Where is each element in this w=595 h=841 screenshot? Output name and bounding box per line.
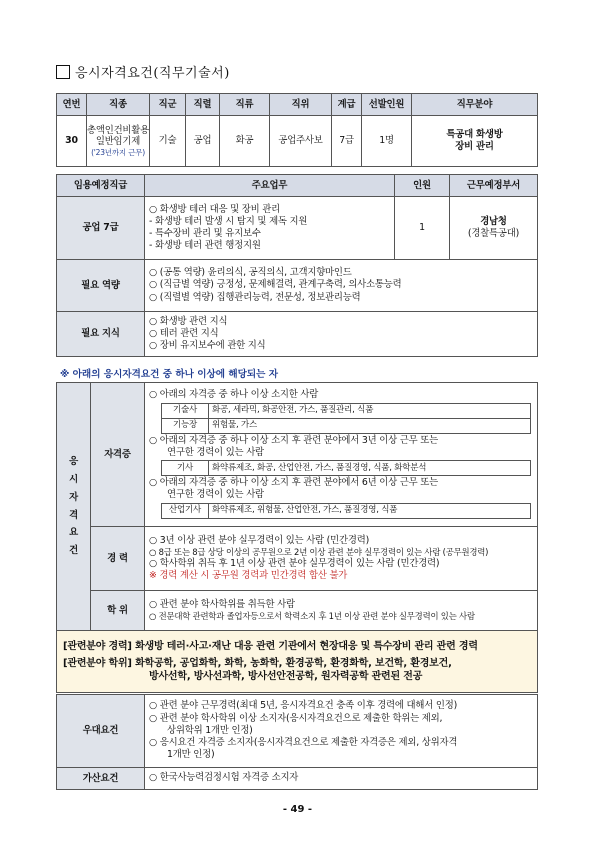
competency-label: 필요 역량 [57, 260, 145, 312]
duties-cell: ○ 화생방 테러 대응 및 장비 관리 - 화생방 테러 발생 시 탐지 및 제독 지원 - 특수장비 관리 및 유지보수 - 화생방 테러 관련 행정지원 [145, 197, 395, 260]
row-series: 공업 [186, 116, 220, 167]
row-position: 공업주사보 [270, 116, 332, 167]
preferred-label: 우대요건 [57, 695, 145, 768]
degree-cell: ○ 관련 분야 학사학위를 취득한 사람 ○ 전문대학 관련학과 졸업자등으로서 학력소지 후 1년 이상 관련 분야 실무경력이 있는 사람 [145, 591, 538, 631]
grade-cell: 공업 7급 [57, 197, 145, 260]
knowledge-label: 필요 지식 [57, 312, 145, 357]
qual-side-label: 응 시 자 격 요 건 [57, 383, 91, 631]
cert-label: 자격증 [91, 383, 145, 527]
count-cell: 1 [395, 197, 450, 260]
checkbox-icon [56, 65, 70, 79]
col-header: 직류 [220, 94, 270, 116]
col-header: 직렬 [186, 94, 220, 116]
col-header: 주요업무 [145, 175, 395, 197]
cert3-table: 산업기사 화약류제조, 위험물, 산업안전, 가스, 품질경영, 식품 [161, 503, 531, 519]
qualification-table [56, 382, 538, 693]
cert2-table: 기사 화약류제조, 화공, 산업안전, 가스, 품질경영, 식품, 화학분석 [161, 460, 531, 476]
row-count: 1명 [362, 116, 412, 167]
position-table [56, 93, 538, 167]
bonus-cell: ○ 한국사능력검정시험 자격증 소지자 [145, 768, 538, 790]
col-header: 연번 [57, 94, 87, 116]
qualification-note: ※ 아래의 응시자격요건 중 하나 이상에 해당되는 자 [60, 369, 279, 380]
bonus-label: 가산요건 [57, 768, 145, 790]
preferred-table [56, 694, 538, 790]
col-header: 근무예정부서 [450, 175, 538, 197]
page-title: 응시자격요건(직무기술서) [56, 62, 230, 81]
row-group: 기술 [150, 116, 186, 167]
row-type: 총액인건비활용 일반임기제 ('23년까지 근무) [87, 116, 150, 167]
col-header: 계급 [332, 94, 362, 116]
career-label: 경 력 [91, 527, 145, 591]
row-field: 특공대 화생방 장비 관리 [412, 116, 538, 167]
col-header: 직종 [87, 94, 150, 116]
col-header: 직무분야 [412, 94, 538, 116]
duty-table [56, 174, 538, 357]
dept-cell: 경남청 (경찰특공대) [450, 197, 538, 260]
col-header: 선발인원 [362, 94, 412, 116]
col-header: 인원 [395, 175, 450, 197]
col-header: 직위 [270, 94, 332, 116]
knowledge-cell: ○ 화생방 관련 지식 ○ 테러 관련 지식 ○ 장비 유지보수에 관한 지식 [145, 312, 538, 357]
competency-cell: ○ (공통 역량) 윤리의식, 공직의식, 고객지향마인드 ○ (직급별 역량) 긍정성, 문제해결력, 관계구축력, 의사소통능력 ○ (직렬별 역량) 집행관리능력, 전문성, 정보관리능력 [145, 260, 538, 312]
row-rank: 7급 [332, 116, 362, 167]
degree-label: 학 위 [91, 591, 145, 631]
cert-cell: ○ 아래의 자격증 중 하나 이상 소지한 사람 기술사 화공, 세라믹, 화공안전, 가스, 품질관리, 식품 기능장 위험물, 가스 ○ 아래의 자격증 중 하나 이상 소지 후 관련 분야에서 3년 이상 근무 또는 연구한 경력이 있는 사람 기사 화약류제조, 화공, 산업안전, 가스, 품질경영, 식품, 화학분석 ○ 아래의 자격증 중 하나 이상 소지 후 관련 분야에서 6년 이상 근무 또는 연구한 경력이 있는 사람 산업기사 화약류제조, 위험물, 산업안전, 가스, 품질경영, 식품 [145, 383, 538, 527]
preferred-cell: ○ 관련 분야 근무경력(최대 5년, 응시자격요건 충족 이후 경력에 대해서 인정) ○ 관련 분야 학사학위 이상 소지자(응시자격요건으로 제출한 학위는 제외, 상위학위 1개만 인정) ○ 응시요건 자격증 소지자(응시자격요건으로 제출한 자격증은 제외, 상위자격 1개만 인정) [145, 695, 538, 768]
related-fields: [관련분야 경력] 화생방 테러·사고·재난 대응 관련 기관에서 현장대응 및 특수장비 관리 관련 경력 [관련분야 학위] 화학공학, 공업화학, 화학, 농화학, 환경공학, 환경화학, 보건학, 환경보건, 방사선학, 방사선과학, 방사선안전공학, 원자력공학 관련된 전공 [57, 631, 538, 693]
cert1-table: 기술사 화공, 세라믹, 화공안전, 가스, 품질관리, 식품 기능장 위험물, 가스 [161, 403, 531, 434]
col-header: 임용예정직급 [57, 175, 145, 197]
career-cell: ○ 3년 이상 관련 분야 실무경력이 있는 사람 (민간경력) ○ 8급 또는 8급 상당 이상의 공무원으로 2년 이상 관련 분야 실무경력이 있는 사람 (공무원경력) ○ 학사학위 취득 후 1년 이상 관련 분야 실무경력이 있는 사람 (민간경력) ※ 경력 계산 시 공무원 경력과 민간경력 합산 불가 [145, 527, 538, 591]
row-class: 화공 [220, 116, 270, 167]
row-no: 30 [57, 116, 87, 167]
col-header: 직군 [150, 94, 186, 116]
page-number: - 49 - [282, 804, 313, 815]
